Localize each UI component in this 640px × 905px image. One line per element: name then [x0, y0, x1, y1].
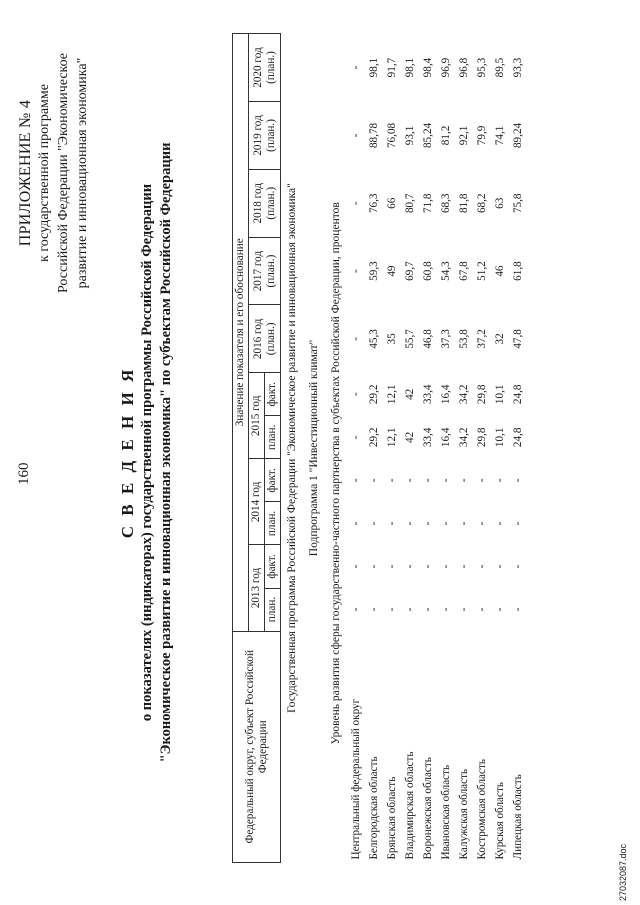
value-cell: 10,1 — [494, 427, 506, 448]
value-cell: 35 — [386, 333, 398, 345]
table-row — [347, 34, 365, 863]
plan-subheader: план. — [265, 502, 281, 545]
value-cell: 92,1 — [458, 125, 470, 146]
value-cell: - — [440, 521, 452, 526]
value-cell: 80,7 — [404, 193, 416, 214]
value-cell: 85,24 — [422, 122, 434, 149]
value-cell: 66 — [386, 197, 398, 209]
value-cell: 81,2 — [440, 125, 452, 146]
value-cell: 16,4 — [440, 384, 452, 405]
value-cell: - — [422, 607, 434, 612]
region-name-cell: Белгородская область — [368, 756, 380, 860]
value-cell: 49 — [386, 265, 398, 277]
value-cell: - — [458, 607, 470, 612]
value-cell: 33,4 — [422, 427, 434, 448]
value-cell: 61,8 — [512, 261, 524, 281]
value-cell: 68,3 — [440, 193, 452, 214]
region-name-cell: Костромская область — [476, 759, 488, 860]
value-cell: 63 — [494, 197, 506, 209]
value-cell: - — [422, 564, 434, 569]
value-cell: 89,5 — [494, 57, 506, 78]
value-cell: 67,8 — [458, 261, 470, 281]
value-cell: 37,3 — [440, 329, 452, 349]
value-cell: - — [440, 607, 452, 612]
value-cell: - — [350, 133, 362, 138]
year-header-2017: 2017 год (план.) — [249, 237, 281, 305]
value-cell: - — [350, 392, 362, 397]
value-cell: 42 — [404, 431, 416, 443]
value-cell: - — [350, 269, 362, 273]
value-cell: - — [350, 337, 362, 341]
region-name-cell: Курская область — [494, 782, 506, 860]
value-cell: 45,3 — [368, 329, 380, 349]
table-row — [437, 34, 455, 863]
value-cell: 74,1 — [494, 125, 506, 146]
plan-subheader: план. — [265, 588, 281, 631]
appendix-line: Российской Федерации "Экономическое — [56, 52, 71, 294]
region-name-cell: Липецкая область — [512, 774, 524, 860]
value-cell: 60,8 — [422, 261, 434, 281]
value-cell: - — [404, 478, 416, 483]
fact-subheader: факт. — [265, 459, 281, 502]
indicator-title: Уровень развития сферы государственно-частного партнерства в субъектах Российской Федерации, процентов — [330, 202, 342, 745]
year-header-2013: 2013 год — [249, 545, 265, 631]
value-cell: - — [386, 478, 398, 483]
value-cell: 89,24 — [512, 122, 524, 149]
value-cell: - — [350, 521, 362, 526]
value-cell: - — [386, 521, 398, 526]
value-cell: 16,4 — [440, 427, 452, 448]
value-cell: - — [386, 607, 398, 612]
value-cell: 93,1 — [404, 125, 416, 146]
region-name-cell: Калужская область — [458, 768, 470, 860]
value-cell: - — [350, 201, 362, 206]
appendix-lines — [35, 8, 92, 338]
value-cell: - — [512, 521, 524, 526]
value-cell: - — [458, 521, 470, 526]
value-cell: - — [476, 478, 488, 483]
value-cell: 69,7 — [404, 261, 416, 281]
value-cell: 53,8 — [458, 329, 470, 349]
value-cell: 46,8 — [422, 329, 434, 349]
table-body — [281, 34, 528, 863]
value-cell: 51,2 — [476, 261, 488, 281]
value-cell: - — [494, 478, 506, 483]
value-cell: - — [368, 564, 380, 569]
value-cell: 93,3 — [512, 57, 524, 78]
value-cell: 76,08 — [386, 122, 398, 149]
value-cell: 98,4 — [422, 57, 434, 78]
table-row — [383, 34, 401, 863]
value-cell: - — [458, 564, 470, 569]
value-cell: 81,8 — [458, 193, 470, 214]
value-cell: 79,9 — [476, 125, 488, 146]
value-cell: 12,1 — [386, 384, 398, 405]
document-heading: С В Е Д Е Н И Я — [118, 366, 137, 539]
value-cell: 47,8 — [512, 329, 524, 349]
region-name-cell: Центральный федеральный округ — [350, 698, 362, 860]
value-cell: 24,8 — [512, 384, 524, 405]
value-cell: 32 — [494, 333, 506, 345]
value-cell: 42 — [404, 388, 416, 400]
value-cell: - — [494, 564, 506, 569]
year-header-2019: 2019 год (план.) — [249, 102, 281, 170]
value-cell: - — [494, 607, 506, 612]
region-name-cell: Владимирская область — [404, 751, 416, 860]
value-cell: - — [350, 478, 362, 483]
fact-subheader: факт. — [265, 545, 281, 588]
value-cell: - — [404, 607, 416, 612]
value-cell: 10,1 — [494, 384, 506, 405]
table-row — [491, 34, 509, 863]
table-row — [365, 34, 383, 863]
table-row — [455, 34, 473, 863]
subprogram-title: Подпрограмма 1 "Инвестиционный климат" — [308, 339, 320, 557]
value-cell: 29,2 — [368, 427, 380, 448]
value-cell: 46 — [494, 265, 506, 277]
value-cell: 54,3 — [440, 261, 452, 281]
year-header-2015: 2015 год — [249, 373, 265, 459]
plan-subheader: план. — [265, 416, 281, 459]
section-row — [303, 34, 325, 863]
value-cell: 55,7 — [404, 329, 416, 349]
value-cell: - — [350, 607, 362, 612]
program-title: Государственная программа Российской Федерации "Экономическое развитие и инновационная экономика" — [286, 183, 298, 713]
region-name-cell: Воронежская область — [422, 757, 434, 860]
year-header-2020: 2020 год (план.) — [249, 34, 281, 102]
value-cell: 98,1 — [368, 57, 380, 78]
region-name-cell: Брянская область — [386, 776, 398, 860]
table-row — [509, 34, 527, 863]
appendix-line: к государственной программе — [37, 84, 52, 262]
value-cell: 75,8 — [512, 193, 524, 214]
value-cell: 29,8 — [476, 427, 488, 448]
value-cell: 29,8 — [476, 384, 488, 405]
value-cell: 24,8 — [512, 427, 524, 448]
value-cell: - — [386, 564, 398, 569]
value-cell: - — [476, 607, 488, 612]
value-cell: 68,2 — [476, 193, 488, 214]
value-cell: 29,2 — [368, 384, 380, 405]
value-cell: 34,2 — [458, 427, 470, 448]
value-cell: 37,2 — [476, 329, 488, 349]
value-cell: - — [512, 607, 524, 612]
appendix-block — [16, 8, 92, 338]
value-cell: 59,3 — [368, 261, 380, 281]
value-cell: 34,2 — [458, 384, 470, 405]
indicators-table — [232, 33, 527, 863]
fact-subheader: факт. — [265, 373, 281, 416]
value-cell: 33,4 — [422, 384, 434, 405]
value-cell: - — [494, 521, 506, 526]
document-subtitle-line: "Экономическое развитие и инновационная экономика" по субъектам Российской Федерации — [158, 142, 174, 763]
value-cell: - — [458, 478, 470, 483]
value-cell: - — [440, 564, 452, 569]
value-cell: - — [422, 478, 434, 483]
value-cell: 95,3 — [476, 57, 488, 78]
appendix-line: развитие и инновационная экономика" — [75, 57, 90, 289]
value-cell: 71,8 — [422, 193, 434, 214]
value-cell: - — [368, 607, 380, 612]
value-cell: - — [350, 435, 362, 440]
table-row — [401, 34, 419, 863]
value-cell: 96,9 — [440, 57, 452, 78]
year-header-2014: 2014 год — [249, 459, 265, 545]
table-row — [473, 34, 491, 863]
value-cell: 91,7 — [386, 57, 398, 78]
section-row — [281, 34, 304, 863]
value-cell: 76,3 — [368, 193, 380, 214]
value-cell: - — [512, 564, 524, 569]
value-cell: - — [476, 564, 488, 569]
appendix-title: ПРИЛОЖЕНИЕ № 4 — [17, 99, 34, 247]
value-cell: - — [404, 521, 416, 526]
year-header-2016: 2016 год (план.) — [249, 305, 281, 373]
region-name-cell: Ивановская область — [440, 764, 452, 860]
table-row — [419, 34, 437, 863]
value-cell: 98,1 — [404, 57, 416, 78]
value-cell: - — [440, 478, 452, 483]
value-cell: - — [368, 478, 380, 483]
value-cell: - — [422, 521, 434, 526]
document-title-block — [118, 0, 176, 905]
value-cell: 12,1 — [386, 427, 398, 448]
value-cell: - — [512, 478, 524, 483]
year-header-2018: 2018 год (план.) — [249, 169, 281, 237]
section-row — [325, 34, 347, 863]
document-subtitle-line: о показателях (индикаторах) государственной программы Российской Федерации — [139, 183, 155, 722]
value-cell: - — [350, 564, 362, 569]
region-column-header: Федеральный округ, субъект Российской Федерации — [233, 631, 281, 862]
value-cell: - — [404, 564, 416, 569]
value-cell: - — [476, 521, 488, 526]
value-cell: - — [350, 65, 362, 70]
values-group-header: Значение показателя и его обоснование — [233, 34, 249, 632]
value-cell: 88,78 — [368, 122, 380, 149]
page-number: 160 — [16, 462, 32, 485]
value-cell: - — [368, 521, 380, 526]
value-cell: 96,8 — [458, 57, 470, 78]
footer-doc-reference: 27032087.doc — [618, 843, 628, 901]
